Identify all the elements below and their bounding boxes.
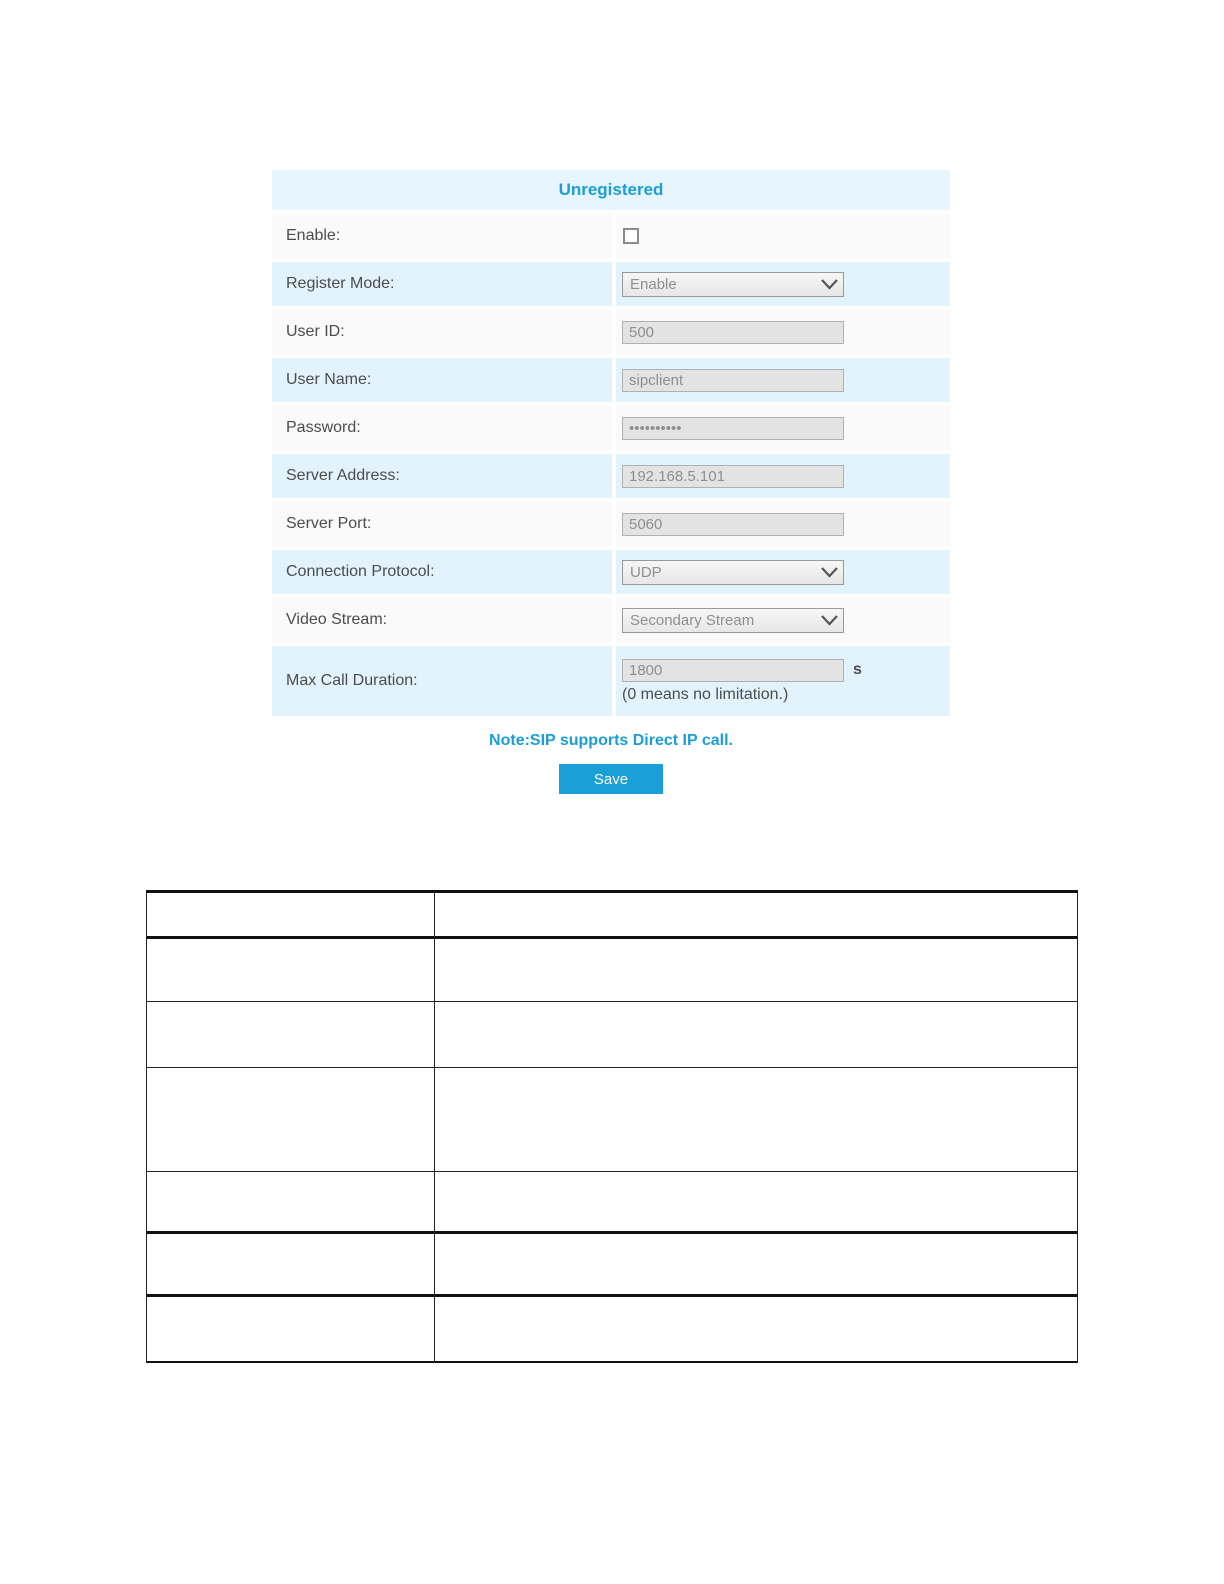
form-row-register-mode — [272, 262, 950, 306]
user-name-label: User Name: — [272, 358, 612, 402]
table-cell-term — [147, 1068, 435, 1172]
max-call-duration-hint: (0 means no limitation.) — [622, 685, 789, 703]
server-port-input[interactable] — [622, 513, 844, 536]
form-row-max-call-duration — [272, 646, 950, 716]
table-cell-term — [147, 1234, 435, 1297]
table-row — [147, 939, 1077, 1002]
video-stream-selected-value: Secondary Stream — [630, 611, 755, 629]
password-input[interactable] — [622, 417, 844, 440]
registration-status-text: Unregistered — [558, 180, 664, 199]
video-stream-label: Video Stream: — [272, 598, 612, 642]
status-banner — [272, 170, 950, 210]
form-row-connection-protocol — [272, 550, 950, 594]
table-cell-term — [147, 1297, 435, 1361]
form-row-enable — [272, 214, 950, 258]
table-cell-description — [435, 1172, 1077, 1234]
chevron-down-icon — [821, 615, 838, 626]
table-row — [147, 1002, 1077, 1068]
connection-protocol-label: Connection Protocol: — [272, 550, 612, 594]
connection-protocol-select[interactable] — [622, 560, 844, 585]
table-row — [147, 1068, 1077, 1172]
table-cell-term — [147, 1172, 435, 1234]
enable-checkbox[interactable] — [623, 228, 639, 244]
table-cell-term — [147, 1002, 435, 1068]
register-mode-selected-value: Enable — [630, 275, 677, 293]
max-call-duration-input[interactable] — [622, 659, 844, 682]
form-row-password — [272, 406, 950, 450]
connection-protocol-selected-value: UDP — [630, 563, 662, 581]
table-row — [147, 1234, 1077, 1297]
user-id-input[interactable] — [622, 321, 844, 344]
video-stream-select[interactable] — [622, 608, 844, 633]
table-row — [147, 1172, 1077, 1234]
form-row-video-stream — [272, 598, 950, 642]
table-row — [147, 1297, 1077, 1361]
reference-table — [146, 890, 1078, 1363]
seconds-unit-label: s — [853, 661, 862, 678]
register-mode-select[interactable] — [622, 272, 844, 297]
max-call-duration-label: Max Call Duration: — [272, 646, 612, 716]
enable-label: Enable: — [272, 214, 612, 258]
password-label: Password: — [272, 406, 612, 450]
form-row-server-address — [272, 454, 950, 498]
chevron-down-icon — [821, 279, 838, 290]
table-row — [147, 893, 1077, 939]
table-cell-description — [435, 939, 1077, 1002]
form-row-user-name — [272, 358, 950, 402]
register-mode-label: Register Mode: — [272, 262, 612, 306]
server-port-label: Server Port: — [272, 502, 612, 546]
table-cell-description — [435, 1234, 1077, 1297]
user-name-input[interactable] — [622, 369, 844, 392]
table-cell-description — [435, 1297, 1077, 1361]
save-button[interactable]: Save — [559, 764, 663, 794]
server-address-label: Server Address: — [272, 454, 612, 498]
table-cell-description — [435, 893, 1077, 939]
form-row-server-port — [272, 502, 950, 546]
table-cell-description — [435, 1002, 1077, 1068]
table-cell-term — [147, 939, 435, 1002]
table-cell-term — [147, 893, 435, 939]
chevron-down-icon — [821, 567, 838, 578]
table-cell-description — [435, 1068, 1077, 1172]
server-address-input[interactable] — [622, 465, 844, 488]
sip-note-text: Note:SIP supports Direct IP call. — [489, 732, 733, 749]
form-row-user-id — [272, 310, 950, 354]
sip-settings-form — [272, 170, 950, 794]
user-id-label: User ID: — [272, 310, 612, 354]
